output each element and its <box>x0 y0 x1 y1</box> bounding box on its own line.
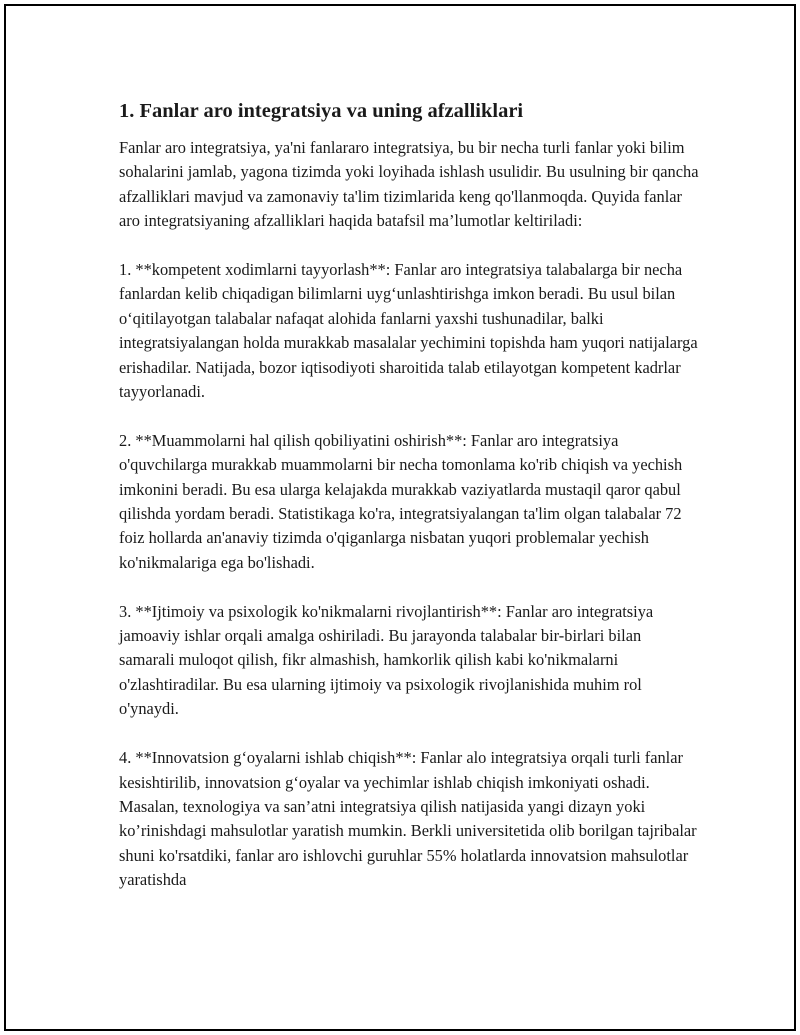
point-2-paragraph: 2. **Muammolarni hal qilish qobiliyatini oshirish**: Fanlar aro integratsiya o'quvchilarga murakkab muammolarni bir necha tomonlama ko'rib chiqish va yechish imkonini beradi. Bu esa ularga kelajakda murakkab vaziyatlarda mustaqil qaror qabul qilishda yordam beradi. Statistikaga ko'ra, integratsiyalangan ta'lim olgan talabalar 72 foiz hollarda an'anaviy tizimda o'qiganlarga nisbatan yuqori problemalar yechish ko'nikmalariga ega bo'lishadi. <box>119 430 683 572</box>
document-page <box>4 4 796 1031</box>
point-4-paragraph: 4. **Innovatsion g‘oyalarni ishlab chiqish**: Fanlar alo integratsiya orqali turli fanlar kesishtirilib, innovatsion g‘oyalar va yechimlar ishlab chiqish imkoniyati oshadi. Masalan, texnologiya va san’atni integratsiya qilish natijasida yangi dizayn yoki ko’rinishdagi mahsulotlar yaratish mumkin. Berkli universitetida olib borilgan tajribalar shuni ko'rsatdiki, fanlar aro ishlovchi guruhlar 55% holatlarda innovatsion mahsulotlar yaratishda <box>119 748 697 890</box>
point-1-paragraph: 1. **kompetent xodimlarni tayyorlash**: Fanlar aro integratsiya talabalarga bir necha fanlardan kelib chiqadigan bilimlarni uyg‘unlashtirishga imkon beradi. Bu usul bilan o‘qitilayotgan talabalar nafaqat alohida fanlarni yaxshi tushunadilar, balki integratsiyalangan holda murakkab masalalar yechimini topishda ham yuqori natijalarga erishadilar. Natijada, bozor iqtisodiyoti sharoitida talab etilayotgan kompetent kadrlar tayyorlanadi. <box>119 260 698 402</box>
document-body <box>119 98 699 917</box>
intro-paragraph: Fanlar aro integratsiya, ya'ni fanlararo integratsiya, bu bir necha turli fanlar yoki bilim sohalarini jamlab, yagona tizimda yoki loyihada ishlash usulidir. Bu usulning bir qancha afzalliklari mavjud va zamonaviy ta'lim tizimlarida keng qo'llanmoqda. Quyida fanlar aro integratsiyaning afzalliklari haqida batafsil ma’lumotlar keltiriladi: <box>119 138 699 231</box>
point-3-paragraph: 3. **Ijtimoiy va psixologik ko'nikmalarni rivojlantirish**: Fanlar aro integratsiya jamoaviy ishlar orqali amalga oshiriladi. Bu jarayonda talabalar bir-birlari bilan samarali muloqot qilish, fikr almashish, hamkorlik qilish kabi ko'nikmalarni o'zlashtiradilar. Bu esa ularning ijtimoiy va psixologik rivojlanishida muhim rol o'ynaydi. <box>119 601 654 719</box>
section-heading: 1. Fanlar aro integratsiya va uning afzalliklari <box>119 100 524 122</box>
